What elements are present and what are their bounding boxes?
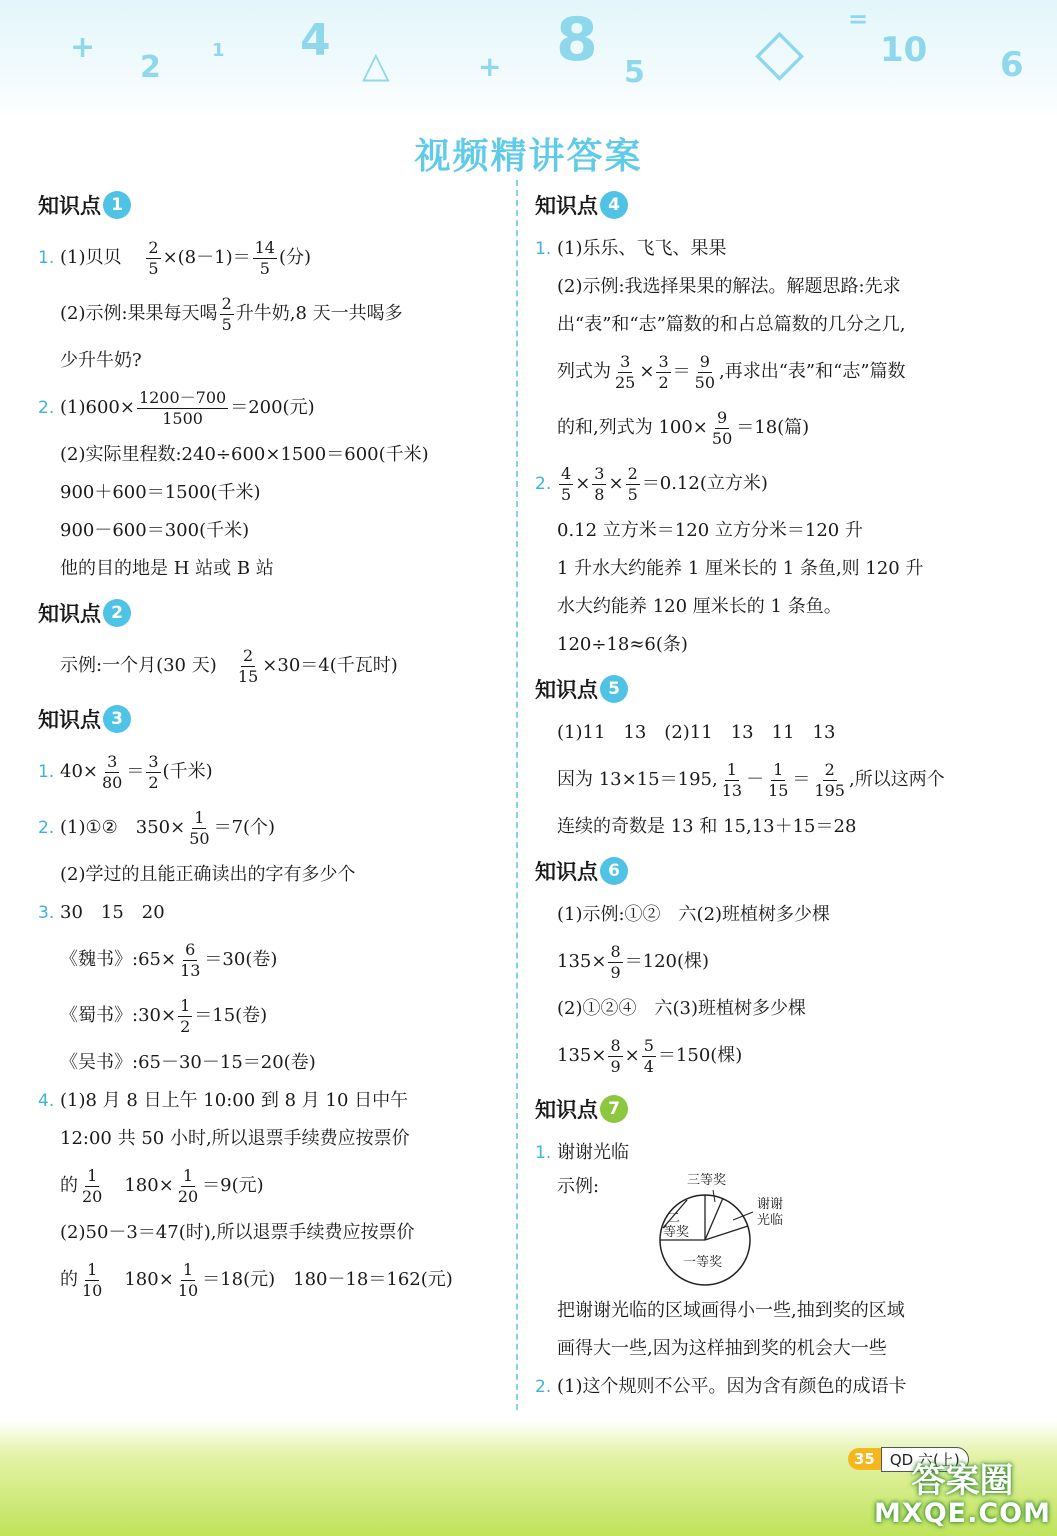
answer-line (38, 1120, 498, 1158)
section-badge: 5 (600, 675, 628, 703)
decor-glyph: 10 (880, 30, 928, 70)
label-third-prize: 三等奖 (687, 1173, 727, 1188)
text: (1)示例:①② 六(2)班植树多少棵 (557, 904, 831, 925)
text: (千米) (162, 761, 213, 782)
section-label: 知识点 (38, 194, 101, 218)
decor-glyph: 2 (140, 50, 161, 85)
spinner-diagram (535, 1172, 1005, 1292)
answer-line (535, 344, 1005, 400)
text: ＝ (792, 769, 811, 790)
text: (2)①②④ 六(3)班植树多少棵 (557, 998, 806, 1019)
section-badge: 1 (103, 191, 131, 219)
text: 《吴书》:65－30－15＝20(卷) (60, 1052, 316, 1073)
fraction: $\frac{9}{50}$ (711, 407, 733, 448)
answer-line (535, 752, 1005, 808)
answer-line (535, 306, 1005, 344)
fraction: $\frac{1}{15}$ (768, 759, 789, 800)
answer-line (535, 1134, 1005, 1172)
label-thanks: 谢谢 (757, 1197, 784, 1212)
leader-line (733, 1212, 753, 1220)
answer-line (535, 1292, 1005, 1330)
text: ＝120(棵) (624, 951, 710, 972)
prize-wheel (605, 1170, 825, 1290)
answer-line (38, 512, 498, 550)
text: (1)8 月 8 日上午 10:00 到 8 月 10 日中午 (60, 1090, 409, 1111)
section-header-2 (38, 598, 498, 628)
text: (2)学过的且能正确读出的字有多少个 (60, 864, 356, 885)
section-badge: 4 (600, 191, 628, 219)
question-number: 2. (535, 474, 552, 494)
answer-line (535, 512, 1005, 550)
answer-line (535, 1330, 1005, 1368)
fraction: $\frac{5}{4}$ (643, 1035, 654, 1076)
decor-glyph: △ (362, 45, 390, 86)
answer-line (38, 286, 498, 342)
answer-line (38, 1214, 498, 1252)
fraction: $\frac{1}{13}$ (721, 759, 743, 800)
left-column (38, 180, 498, 1308)
answer-line (535, 990, 1005, 1028)
question-number: 2. (38, 818, 55, 838)
text: (1)乐乐、飞飞、果果 (557, 238, 727, 259)
decor-glyph: ◇ (755, 15, 805, 89)
section-label: 知识点 (535, 1098, 598, 1122)
text: ×30＝4(千瓦时) (262, 655, 398, 676)
answer-line (38, 1044, 498, 1082)
watermark-url: MXQE.COM (874, 1497, 1051, 1529)
text: ＝7(个) (213, 817, 276, 838)
decor-glyph: 5 (624, 55, 645, 90)
answer-line (535, 588, 1005, 626)
text: (1)贝贝 (60, 247, 122, 268)
text: × (624, 1045, 640, 1066)
text: 连续的奇数是 13 和 15,13＋15＝28 (557, 816, 857, 837)
text: 《蜀书》:30× (60, 1005, 177, 1026)
decor-glyph: 4 (300, 15, 331, 66)
fraction: $\frac{9}{50}$ (694, 351, 715, 392)
fraction: $\frac{3}{2}$ (148, 751, 159, 792)
answer-line (38, 800, 498, 856)
answer-line (535, 456, 1005, 512)
wheel-divider (705, 1198, 723, 1240)
answer-line (535, 400, 1005, 456)
text: 135× (557, 951, 607, 972)
decor-glyph: 6 (1000, 45, 1024, 85)
answer-line (38, 744, 498, 800)
text: ＝9(元) (202, 1175, 264, 1196)
fraction: $\frac{2}{5}$ (627, 463, 638, 504)
text: × (575, 473, 591, 494)
text: 少升牛奶? (60, 350, 142, 371)
section-badge: 6 (600, 857, 628, 885)
text: 画得大一些,因为这样抽到奖的机会大一些 (557, 1338, 887, 1359)
answer-line (38, 474, 498, 512)
page-number: 35 (848, 1448, 881, 1470)
answer-line (38, 894, 498, 932)
text: 他的目的地是 H 站或 B 站 (60, 558, 274, 579)
watermark-text: 答案圈 (911, 1460, 1014, 1501)
fraction: $\frac{8}{9}$ (610, 941, 621, 982)
question-number: 2. (535, 1377, 552, 1397)
text: 《魏书》:65× (60, 949, 177, 970)
decor-glyph: 8 (556, 5, 598, 75)
text: ＝0.12(立方米) (641, 473, 768, 494)
page-title: 视频精讲答案 (414, 136, 643, 177)
answer-line (38, 1082, 498, 1120)
answer-line (535, 230, 1005, 268)
question-number: 1. (38, 762, 55, 782)
right-column (535, 180, 1005, 1406)
question-number: 4. (38, 1091, 55, 1111)
fraction: $\frac{3}{2}$ (658, 351, 669, 392)
section-header-7 (535, 1094, 1005, 1124)
section-label: 知识点 (38, 708, 101, 732)
fraction: $\frac{1}{10}$ (177, 1259, 199, 1300)
text: ＝150(棵) (657, 1045, 743, 1066)
question-number: 1. (38, 248, 55, 268)
answer-line (38, 638, 498, 694)
answer-line (535, 714, 1005, 752)
text: ＝30(卷) (204, 949, 278, 970)
fraction: $\frac{3}{8}$ (594, 463, 605, 504)
text: × (639, 361, 655, 382)
answer-line (535, 626, 1005, 664)
text: 升牛奶,8 天一共喝多 (235, 303, 403, 324)
text: (2)示例:我选择果果的解法。解题思路:先求 (557, 276, 901, 297)
answer-line (38, 230, 498, 286)
label-second-prize: 二 (667, 1211, 681, 1226)
text: 的 (60, 1269, 78, 1290)
decor-glyph: = (848, 5, 869, 33)
text: 12:00 共 50 小时,所以退票手续费应按票价 (60, 1128, 410, 1149)
fraction: $\frac{1}{2}$ (180, 995, 191, 1036)
decor-glyph: 1 (212, 40, 225, 61)
answer-line (38, 342, 498, 380)
answer-line (535, 268, 1005, 306)
fraction: $\frac{1}{10}$ (82, 1259, 103, 1300)
decor-glyph: + (70, 30, 96, 65)
section-badge: 7 (600, 1095, 628, 1123)
section-label: 知识点 (38, 602, 101, 626)
text: 列式为 (557, 361, 611, 382)
text: 900－600＝300(千米) (60, 520, 250, 541)
answer-line (535, 808, 1005, 846)
answer-line (535, 1028, 1005, 1084)
text: 示例:一个月(30 天) (60, 655, 217, 676)
text: (1)600× (60, 397, 135, 418)
question-number: 3. (38, 903, 55, 923)
text: (2)实际里程数:240÷600×1500＝600(千米) (60, 444, 429, 465)
answer-line (535, 550, 1005, 588)
fraction: $\frac{8}{9}$ (610, 1035, 621, 1076)
fraction: $\frac{2}{5}$ (148, 237, 159, 278)
fraction: $\frac{1}{20}$ (82, 1165, 103, 1206)
section-label: 知识点 (535, 860, 598, 884)
text: 水大约能养 120 厘米长的 1 条鱼。 (557, 596, 842, 617)
answer-line (535, 1368, 1005, 1406)
text: 900＋600＝1500(千米) (60, 482, 261, 503)
section-label: 知识点 (535, 678, 598, 702)
text: 1 升水大约能养 1 厘米长的 1 条鱼,则 120 升 (557, 558, 924, 579)
section-header-4 (535, 190, 1005, 220)
decor-glyph: + (478, 50, 502, 83)
column-divider (516, 180, 518, 1410)
fraction: $\frac{3}{25}$ (615, 351, 636, 392)
fraction: $\frac{14}{5}$ (254, 237, 275, 278)
text: ＝ (672, 361, 691, 382)
text: ,再求出“表”和“志”篇数 (719, 361, 906, 382)
section-header-3 (38, 704, 498, 734)
text: (分) (278, 247, 312, 268)
text: 30 15 20 (60, 902, 165, 923)
text: 135× (557, 1045, 607, 1066)
text: 的和,列式为 100× (557, 417, 708, 438)
answer-line (38, 1252, 498, 1308)
text: 180× (106, 1175, 174, 1196)
fraction: $\frac{1200-700}{1500}$ (138, 387, 227, 428)
text: 的 (60, 1175, 78, 1196)
answer-line (38, 380, 498, 436)
text: 示例: (557, 1176, 600, 1197)
answer-line (535, 896, 1005, 934)
fraction: $\frac{3}{80}$ (102, 751, 123, 792)
answer-line (535, 934, 1005, 990)
section-header-6 (535, 856, 1005, 886)
answer-line (38, 856, 498, 894)
section-badge: 3 (103, 705, 131, 733)
text: ,所以这两个 (848, 769, 945, 790)
text: (2)示例:果果每天喝 (60, 303, 218, 324)
text: 0.12 立方米＝120 立方分米＝120 升 (557, 520, 863, 541)
text: － (746, 769, 765, 790)
text: 出“表”和“志”篇数的和占总篇数的几分之几, (557, 314, 906, 335)
text: ＝15(卷) (194, 1005, 268, 1026)
question-number: 1. (535, 1143, 552, 1163)
fraction: $\frac{4}{5}$ (561, 463, 572, 504)
section-label: 知识点 (535, 194, 598, 218)
fraction: $\frac{1}{20}$ (177, 1165, 199, 1206)
question-number: 2. (38, 398, 55, 418)
text: 180× (106, 1269, 174, 1290)
label-second-prize: 等奖 (663, 1225, 690, 1240)
section-badge: 2 (103, 599, 131, 627)
text: ×(8－1)＝ (162, 247, 251, 268)
text: (1)①② 350× (60, 817, 186, 838)
text: 120÷18≈6(条) (557, 634, 688, 655)
fraction: $\frac{6}{13}$ (180, 939, 201, 980)
label-first-prize: 一等奖 (683, 1255, 723, 1270)
label-thanks: 光临 (757, 1213, 784, 1228)
answer-line (38, 988, 498, 1044)
text: (2)50－3＝47(时),所以退票手续费应按票价 (60, 1222, 415, 1243)
text: 谢谢光临 (557, 1142, 629, 1163)
text: 因为 13×15＝195, (557, 769, 718, 790)
text: ＝18(篇) (736, 417, 810, 438)
answer-line (38, 1158, 498, 1214)
wheel-divider (705, 1226, 748, 1240)
book-label: QD 六(上) (881, 1447, 969, 1472)
answer-line (38, 550, 498, 588)
fraction: $\frac{2}{15}$ (237, 645, 259, 686)
section-header-5 (535, 674, 1005, 704)
question-number: 1. (535, 239, 552, 259)
text: ＝18(元) 180－18＝162(元) (202, 1269, 453, 1290)
text: (1)这个规则不公平。因为含有颜色的成语卡 (557, 1376, 907, 1397)
text: 把谢谢光临的区域画得小一些,抽到奖的区域 (557, 1300, 905, 1321)
text: 40× (60, 761, 98, 782)
answer-line (38, 932, 498, 988)
text: (1)11 13 (2)11 13 11 13 (557, 722, 836, 743)
answer-line (38, 436, 498, 474)
text: ＝200(元) (230, 397, 315, 418)
fraction: $\frac{2}{5}$ (221, 293, 232, 334)
fraction: $\frac{1}{50}$ (189, 807, 210, 848)
text: ＝ (126, 761, 145, 782)
fraction: $\frac{2}{195}$ (814, 759, 845, 800)
section-header-1 (38, 190, 498, 220)
watermark (874, 1460, 1051, 1529)
text: × (608, 473, 624, 494)
